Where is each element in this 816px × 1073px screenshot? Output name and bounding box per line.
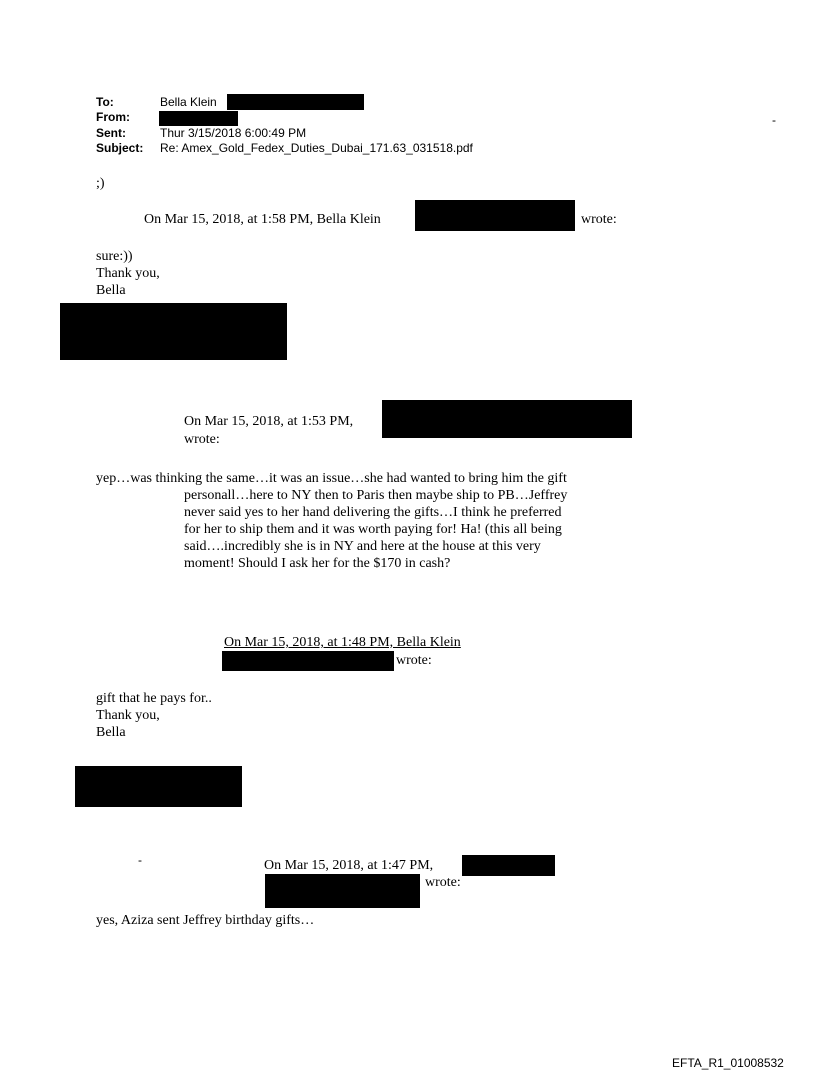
quote2-line: moment! Should I ask her for the $170 in cash? [184,556,451,571]
quote2-line: said….incredibly she is in NY and here at the house at this very [184,539,541,554]
subject-label: Subject: [96,141,144,155]
redacted-signature-2 [75,766,242,807]
to-label: To: [96,95,114,109]
quote1-line: sure:)) [96,249,133,264]
quote1-attribution: On Mar 15, 2018, at 1:58 PM, Bella Klein [144,212,381,227]
subject-value: Re: Amex_Gold_Fedex_Duties_Dubai_171.63_031518.pdf [160,141,473,155]
redacted-quote2-sender [382,400,632,438]
quote2-line: personall…here to NY then to Paris then maybe ship to PB…Jeffrey [184,488,568,503]
sent-label: Sent: [96,126,126,140]
redacted-quote3-email [222,651,394,671]
sent-value: Thur 3/15/2018 6:00:49 PM [160,126,307,140]
quote3-attribution: On Mar 15, 2018, at 1:48 PM, Bella Klein [224,635,461,650]
quote1-wrote: wrote: [581,212,617,227]
quote2-first-line: yep…was thinking the same…it was an issue…she had wanted to bring him the gift [96,471,567,486]
from-label: From: [96,110,130,124]
quote1-line: Bella [96,283,126,298]
quote3-line: Bella [96,725,126,740]
quote4-wrote: wrote: [425,875,461,890]
quote3-line: gift that he pays for.. [96,691,212,706]
quote2-line: never said yes to her hand delivering the gifts…I think he preferred [184,505,562,520]
dash-mark: - [138,853,142,867]
quote4-line: yes, Aziza sent Jeffrey birthday gifts… [96,913,315,928]
redacted-from [159,111,238,126]
redacted-to-email [227,94,364,110]
quote3-wrote: wrote: [396,653,432,668]
quote3-line: Thank you, [96,708,160,723]
redacted-quote1-email [415,200,575,231]
redacted-signature-1 [60,303,287,360]
document-id: EFTA_R1_01008532 [672,1056,784,1070]
quote4-attribution: On Mar 15, 2018, at 1:47 PM, [264,858,434,873]
redacted-quote4-email [265,874,420,908]
reply-text: ;) [96,176,105,191]
quote2-line: for her to ship them and it was worth paying for! Ha! (this all being [184,522,562,537]
margin-mark: - [772,113,776,127]
quote1-line: Thank you, [96,266,160,281]
to-value: Bella Klein [160,95,217,109]
quote2-attribution: On Mar 15, 2018, at 1:53 PM, [184,414,354,429]
quote2-wrote: wrote: [184,432,220,447]
redacted-quote4-sender [462,855,555,876]
